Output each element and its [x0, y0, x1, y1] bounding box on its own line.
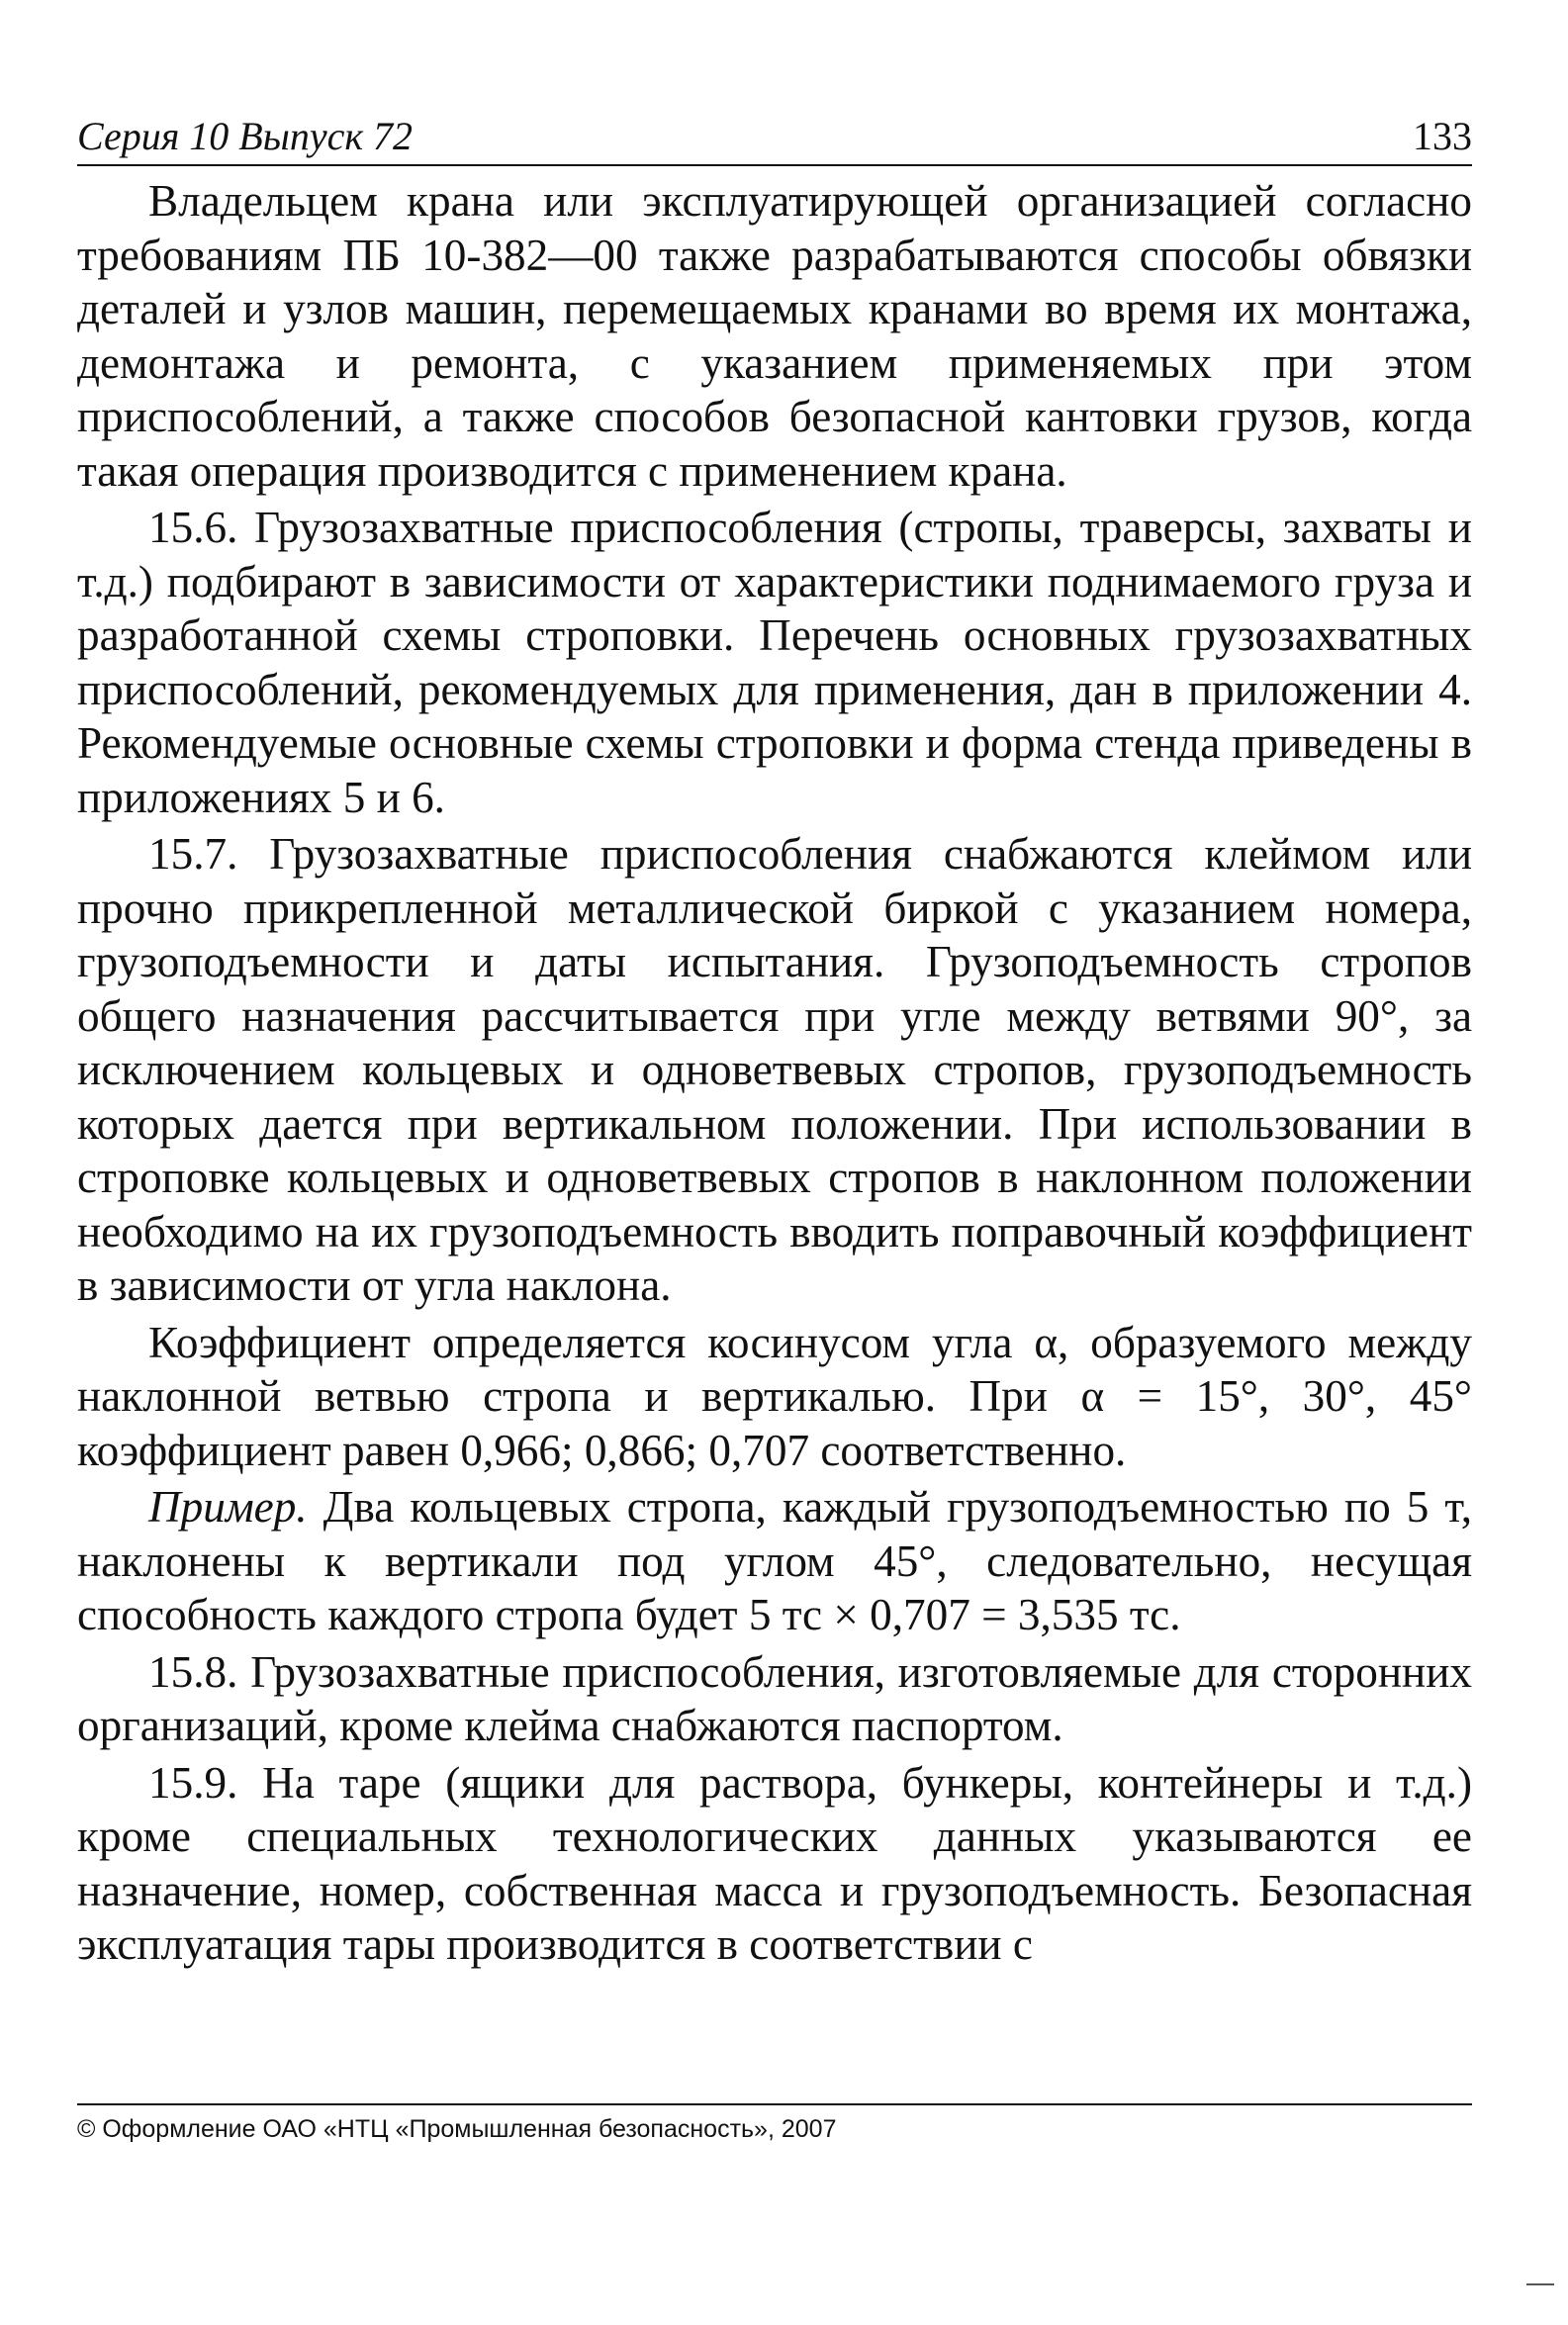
paragraph-intro: Владельцем крана или эксплуатирующей организацией согласно требованиям ПБ 10-382—00 также разрабатываются способы обвязки деталей и узлов машин, перемещаемых кранами во время их монтажа, демонтажа и ремонта, с указанием применяемых при этом приспособлений, а также способов безопасной кантовки грузов, когда такая операция производится с применением крана. — [77, 176, 1472, 496]
paragraph-example — [77, 1480, 1472, 1642]
page-body — [77, 174, 1472, 1972]
paragraph-15-8: 15.8. Грузозахватные приспособления, изготовляемые для сторонних организаций, кроме клейма снабжаются паспортом. — [77, 1646, 1472, 1750]
running-header — [77, 99, 1472, 166]
series-title: Серия 10 Выпуск 72 — [77, 114, 414, 158]
paragraph-15-6: 15.6. Грузозахватные приспособления (стропы, траверсы, захваты и т.д.) подбирают в зависимости от характеристики поднимаемого груза и разработанной схемы строповки. Перечень основных грузозахватных приспособлений, рекомендуемых для применения, дан в приложении 4. Рекомендуемые основные схемы строповки и форма стенда приведены в приложениях 5 и 6. — [77, 503, 1472, 822]
paragraph-15-7: 15.7. Грузозахватные приспособления снабжаются клеймом или прочно прикрепленной металлической биркой с указанием номера, грузоподъемности и даты испытания. Грузоподъемность стропов общего назначения рассчитывается при угле между ветвями 90°, за исключением кольцевых и одноветвевых стропов, грузоподъемность которых дается при вертикальном положении. При использовании в строповке кольцевых и одноветвевых стропов в наклонном положении необходимо на их грузоподъемность вводить поправочный коэффициент в зависимости от угла наклона. — [77, 829, 1472, 1310]
copyright-footer: © Оформление ОАО «НТЦ «Промышленная безопасность», 2007 — [77, 2103, 1472, 2144]
document-page — [77, 99, 1472, 1972]
example-text: Два кольцевых стропа, каждый грузоподъемностью по 5 т, наклонены к вертикали под углом 45°, следовательно, несущая способность каждого стропа будет 5 тс × 0,707 = 3,535 тс. — [77, 1482, 1472, 1639]
page-number: 133 — [1413, 114, 1472, 158]
page-edge-mark — [1526, 2283, 1554, 2285]
example-lead: Пример. — [148, 1482, 308, 1532]
paragraph-coefficient: Коэффициент определяется косинусом угла α, образуемого между наклонной ветвью стропа и вертикалью. При α = 15°, 30°, 45° коэффициент равен 0,966; 0,866; 0,707 соответственно. — [77, 1317, 1472, 1475]
paragraph-15-9: 15.9. На таре (ящики для раствора, бункеры, контейнеры и т.д.) кроме специальных технологических данных указываются ее назначение, номер, собственная масса и грузоподъемность. Безопасная эксплуатация тары производится в соответствии с — [77, 1757, 1472, 1969]
